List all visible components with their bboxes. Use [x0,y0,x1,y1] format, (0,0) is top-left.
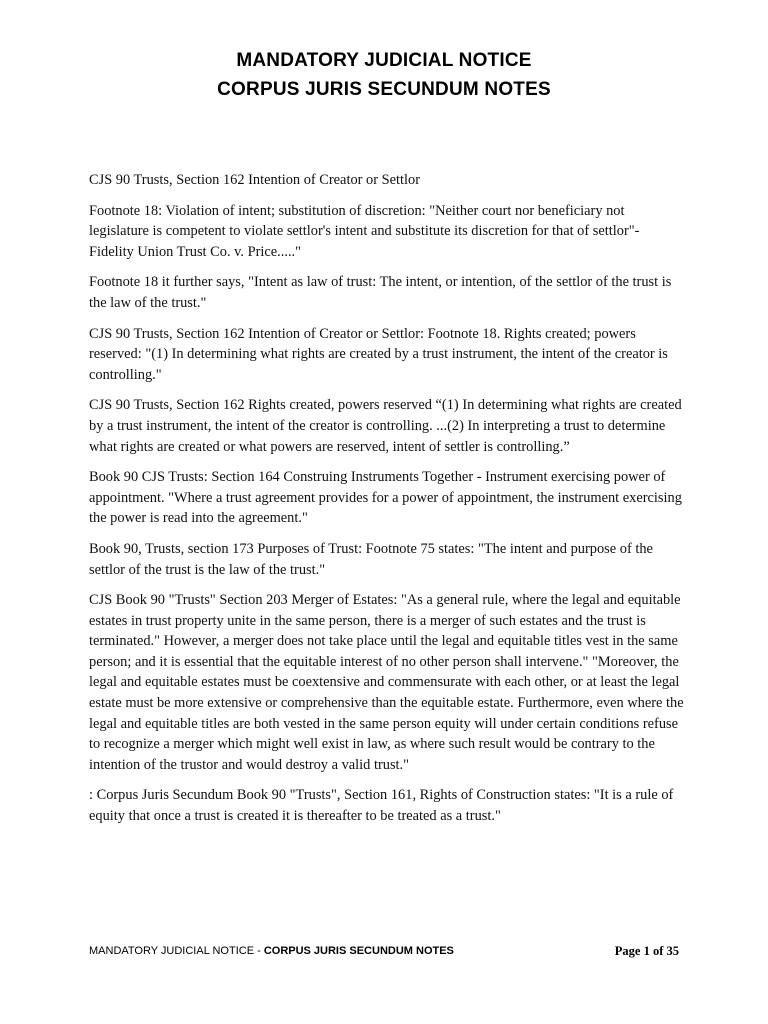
document-body [89,170,684,837]
page-title-line2: CORPUS JURIS SECUNDUM NOTES [217,79,551,100]
footer-text-bold: CORPUS JURIS SECUNDUM NOTES [263,945,454,957]
page-number: Page 1 of 35 [614,944,679,958]
footer-text-plain: MANDATORY JUDICIAL NOTICE - [89,945,264,957]
paragraph-rights-created: CJS 90 Trusts, Section 162 Intention of Creator or Settlor: Footnote 18. Rights created; powers reserved: "(1) In determining what rights are created by a trust instrument, the intent of the creator is controlling." [89,325,668,383]
paragraph-section-173: Book 90, Trusts, section 173 Purposes of Trust: Footnote 75 states: "The intent and purpose of the settlor of the trust is the law of the trust." [89,540,653,578]
paragraph-section-heading: CJS 90 Trusts, Section 162 Intention of Creator or Settlor [89,172,420,188]
page-title-line1: MANDATORY JUDICIAL NOTICE [236,50,532,71]
page-footer [89,945,454,957]
paragraph-section-203: CJS Book 90 "Trusts" Section 203 Merger of Estates: "As a general rule, where the legal and equitable estates in trust property unite in the same person, there is a merger of such estates and the trust is terminated." However, a merger does not take place until the legal and equitable titles vest in the same person; and it is essential that the equitable interest of no other person shall intervene." "Moreover, the legal and equitable estates must be coextensive and commensurate with each other, or at least the legal estate must be more extensive or comprehensive than the equitable estate. Furthermore, even where the legal and equitable titles are both vested in the same person equity will under certain conditions refuse to recognize a merger which might well exist in law, as where such result would be contrary to the intention of the trustor and would destroy a valid trust." [89,592,684,773]
paragraph-footnote-18-violation: Footnote 18: Violation of intent; substitution of discretion: "Neither court nor beneficiary not legislature is competent to violate settlor's intent and substitute its discretion for that of settlor"- Fidelity Union Trust Co. v. Price....." [89,202,640,260]
paragraph-section-161: : Corpus Juris Secundum Book 90 "Trusts", Section 161, Rights of Construction states: "It is a rule of equity that once a trust is created it is thereafter to be treated as a trust." [89,787,674,825]
paragraph-footnote-18-intent: Footnote 18 it further says, "Intent as law of trust: The intent, or intention, of the settlor of the trust is the law of the trust." [89,274,672,311]
paragraph-rights-powers-reserved: CJS 90 Trusts, Section 162 Rights created, powers reserved “(1) In determining what rights are created by a trust instrument, the intent of the creator is controlling. ...(2) In interpreting a trust to determine what rights are created or what powers are reserved, intent of settler is controlling.” [89,397,682,455]
paragraph-section-164: Book 90 CJS Trusts: Section 164 Construing Instruments Together - Instrument exercising power of appointment. "Where a trust agreement provides for a power of appointment, the instrument exercising the power is read into the agreement." [89,469,682,527]
